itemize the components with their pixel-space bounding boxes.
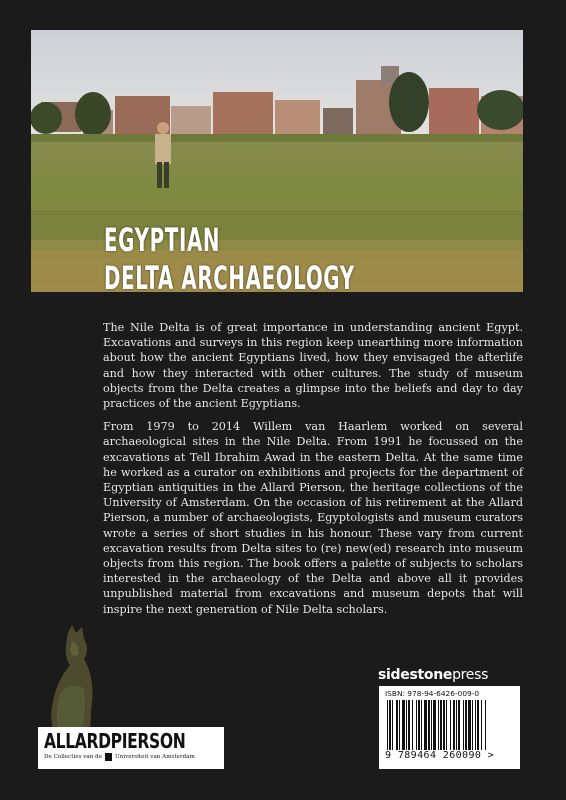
barcode-bar xyxy=(433,700,436,750)
barcode-bars xyxy=(385,700,514,750)
publisher-name-bold: sidestone xyxy=(378,667,453,683)
allard-pierson-tagline xyxy=(44,752,218,762)
isbn-text: ISBN: 978-94-6426-009-0 xyxy=(385,689,480,698)
barcode-bar xyxy=(402,700,405,750)
barcode-bar xyxy=(456,700,457,750)
tagline-right: Universiteit van Amsterdam xyxy=(115,754,195,760)
title-line-2: DELTA ARCHAEOLOGY xyxy=(104,259,355,297)
barcode-bar xyxy=(472,700,473,750)
barcode-bar xyxy=(431,700,432,750)
barcode-bar xyxy=(389,700,391,750)
barcode-bar xyxy=(399,700,400,750)
book-title xyxy=(104,221,508,297)
barcode-bar xyxy=(468,700,471,750)
barcode-bar xyxy=(443,700,445,750)
university-seal-icon xyxy=(105,753,112,761)
bronze-cat-statue-image xyxy=(30,625,110,740)
barcode-bar xyxy=(458,700,460,750)
barcode-bar xyxy=(438,700,439,750)
barcode-bar xyxy=(392,700,393,750)
isbn-barcode xyxy=(379,686,520,769)
barcode-bar xyxy=(428,700,430,750)
blurb xyxy=(103,320,523,625)
barcode-bar xyxy=(465,700,467,750)
barcode-bar xyxy=(387,700,388,750)
barcode-bar xyxy=(475,700,476,750)
blurb-paragraph-1: The Nile Delta is of great importance in understanding ancient Egypt. Excavations and surveys in this region keep unearthing more information about how the ancient Egyptians lived, how they envisaged the afterlife and how they interacted with other cultures. The study of museum objects from the Delta creates a glimpse into the beliefs and day to day practices of the ancient Egyptians. xyxy=(103,321,523,411)
barcode-bar xyxy=(424,700,427,750)
publisher-logo xyxy=(378,667,488,683)
barcode-bar xyxy=(453,700,455,750)
barcode-bar xyxy=(485,700,486,750)
barcode-bar xyxy=(396,700,398,750)
barcode-digits: 9 789464 260090 > xyxy=(385,750,495,761)
tagline-left: De Collecties van de xyxy=(44,754,103,760)
barcode-bar xyxy=(440,700,442,750)
barcode-bar xyxy=(416,700,417,750)
allard-pierson-wordmark: ALLARDPIERSON xyxy=(44,729,186,753)
barcode-bar xyxy=(412,700,413,750)
barcode-bar xyxy=(481,700,482,750)
barcode-bar xyxy=(418,700,420,750)
barcode-bar xyxy=(446,700,447,750)
barcode-bar xyxy=(450,700,451,750)
allard-pierson-logo xyxy=(38,727,224,769)
barcode-bar xyxy=(463,700,464,750)
barcode-bar xyxy=(421,700,422,750)
title-line-1: EGYPTIAN xyxy=(104,221,221,259)
blurb-paragraph-2: From 1979 to 2014 Willem van Haarlem worked on several archaeological sites in the Nile Delta. From 1991 he focussed on the excavations at Tell Ibrahim Awad in the eastern Delta. At the same time he worked as a curator on exhibitions and projects for the department of Egyptian antiquities in the Allard Pierson, the heritage collections of the University of Amsterdam. On the occasion of his retirement at the Allard Pierson, a number of archaeologists, Egyptologists and museum curators wrote a series of short studies in his honour. These vary from current excavation results from Delta sites to (re) new(ed) research into museum objects from this region. The book offers a palette of subjects to scholars interested in the archaeology of the Delta and above all it provides unpublished material from excavations and museum depots that will inspire the next generation of Nile Delta scholars. xyxy=(103,420,523,616)
barcode-bar xyxy=(408,700,410,750)
barcode-bar xyxy=(477,700,479,750)
barcode-bar xyxy=(406,700,407,750)
publisher-name-light: press xyxy=(452,667,489,683)
